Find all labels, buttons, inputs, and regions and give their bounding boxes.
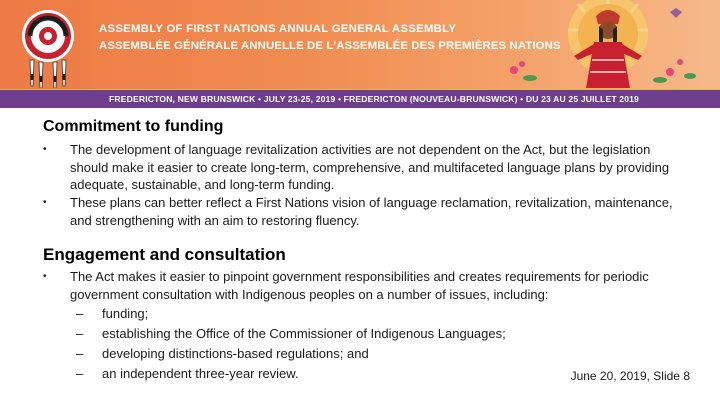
banner-title-english: ASSEMBLY OF FIRST NATIONS ANNUAL GENERAL ASSEMBLY <box>99 23 457 35</box>
bullet-icon: • <box>43 271 47 282</box>
sub-item-text: funding; <box>102 306 149 322</box>
dash-icon: – <box>76 326 84 342</box>
sub-list-item <box>70 324 683 344</box>
sub-item-text: an independent three-year review. <box>102 366 299 382</box>
indigenous-dancer-illustration <box>500 0 710 90</box>
sub-list-item <box>70 344 683 364</box>
sub-list-item <box>70 304 683 324</box>
bullet-text: The development of language revitalization activities are not dependent on the Act, but the legislation should make it easier to create long-term, comprehensive, and multifaceted language plans by providing adequate, sustainable, and long-term funding. <box>70 142 670 193</box>
section-heading-funding: Commitment to funding <box>43 118 224 135</box>
sub-item-text: establishing the Office of the Commissioner of Indigenous Languages; <box>102 326 506 342</box>
bullet-text: The Act makes it easier to pinpoint government responsibilities and creates requirements for periodic government consultation with Indigenous peoples on a number of issues, including: <box>70 269 649 302</box>
dash-icon: – <box>76 306 84 322</box>
section-heading-engagement: Engagement and consultation <box>43 245 286 264</box>
dash-icon: – <box>76 346 84 362</box>
slide-footer: June 20, 2019, Slide 8 <box>570 369 690 383</box>
bullet-icon: • <box>43 197 47 209</box>
list-item <box>43 268 683 384</box>
banner-event-line: FREDERICTON, NEW BRUNSWICK • JULY 23-25, 2019 • FREDERICTON (NOUVEAU-BRUNSWICK) • DU 23 AU 25 JUILLET 2019 <box>109 94 639 104</box>
banner-title-french: ASSEMBLÉE GÉNÉRALE ANNUELLE DE L'ASSEMBLÉE DES PREMIÈRES NATIONS <box>99 40 561 52</box>
list-item <box>43 194 683 229</box>
bullet-text: These plans can better reflect a First Nations vision of language reclamation, revitalization, maintenance, and strengthening with an aim to restoring fluency. <box>70 195 673 228</box>
list-item <box>43 141 683 194</box>
sub-item-text: developing distinctions-based regulations; and <box>102 346 369 362</box>
afn-logo-icon <box>16 6 80 88</box>
dash-icon: – <box>76 366 84 382</box>
bullet-icon: • <box>43 144 47 155</box>
header-banner <box>0 0 720 108</box>
funding-bullet-list <box>43 141 683 230</box>
engagement-bullet-list <box>43 268 683 384</box>
